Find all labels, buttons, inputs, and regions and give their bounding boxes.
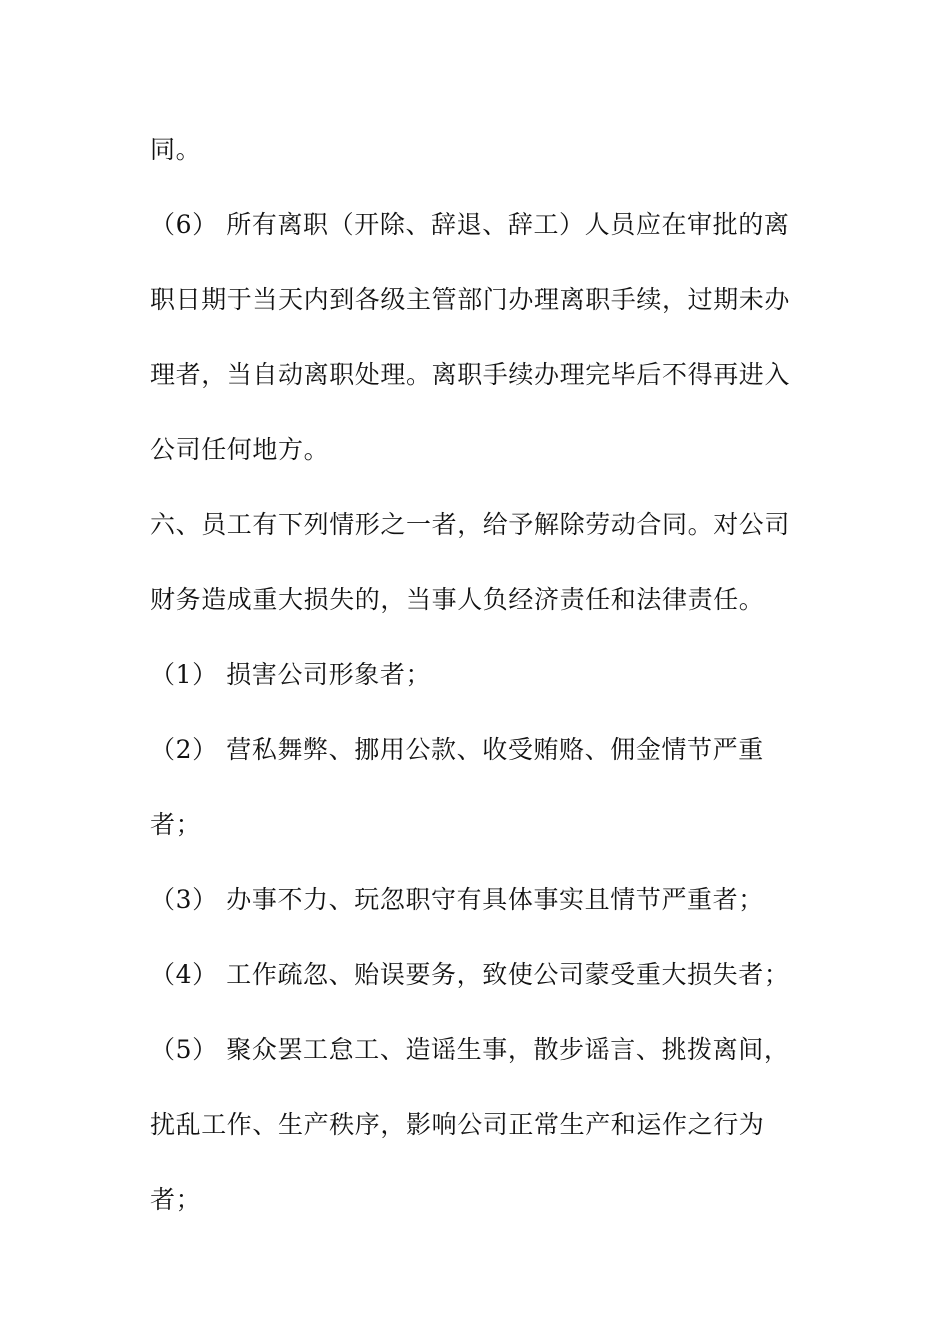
list-item: （4） 工作疏忽、贻误要务，致使公司蒙受重大损失者； (150, 960, 790, 989)
text-line: 扰乱工作、生产秩序，影响公司正常生产和运作之行为 (150, 1110, 765, 1139)
text-line: （6） 所有离职（开除、辞退、辞工）人员应在审批的离 (150, 210, 790, 239)
text-line: 财务造成重大损失的，当事人负经济责任和法律责任。 (150, 585, 765, 614)
text-line: 理者，当自动离职处理。离职手续办理完毕后不得再进入 (150, 360, 791, 389)
text-line: 者； (150, 1185, 202, 1214)
list-item: （1） 损害公司形象者； (150, 660, 432, 689)
list-item: （5） 聚众罢工怠工、造谣生事，散步谣言、挑拨离间， (150, 1035, 790, 1064)
text-line: 同。 (150, 135, 202, 164)
text-line: 者； (150, 810, 202, 839)
text-line: 职日期于当天内到各级主管部门办理离职手续，过期未办 (150, 285, 791, 314)
section-heading-line: 六、员工有下列情形之一者，给予解除劳动合同。对公司 (150, 510, 791, 539)
list-item: （3） 办事不力、玩忽职守有具体事实且情节严重者； (150, 885, 764, 914)
list-item: （2） 营私舞弊、挪用公款、收受贿赂、佣金情节严重 (150, 735, 764, 764)
text-line: 公司任何地方。 (150, 435, 330, 464)
